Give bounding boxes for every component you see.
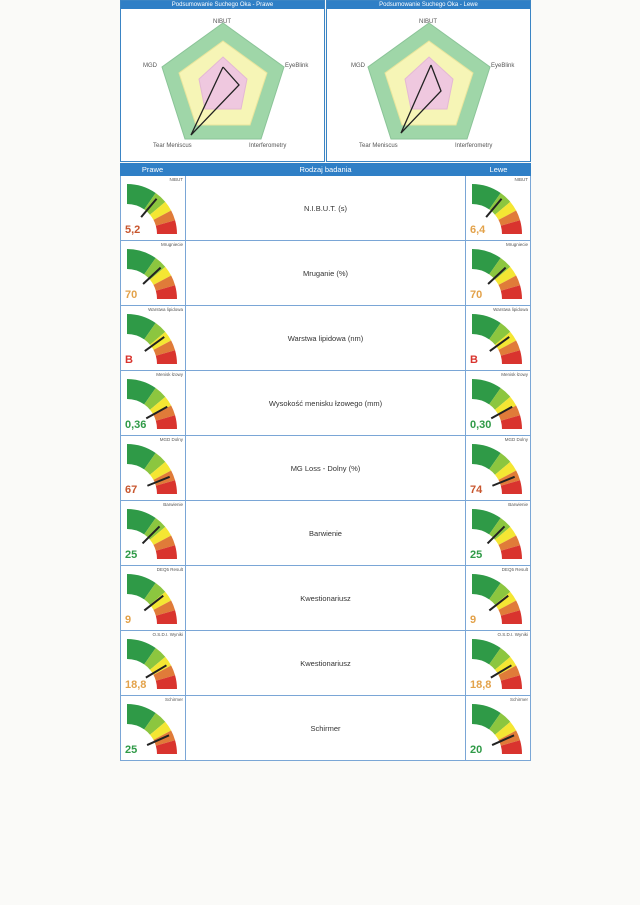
gauge-value: 6,4: [470, 224, 486, 236]
table-row: [120, 631, 531, 696]
gauge-left: [465, 501, 531, 565]
exam-label: Schirmer: [186, 696, 465, 760]
gauge-left: [465, 436, 531, 500]
gauge-value: B: [470, 354, 478, 366]
exam-label: Kwestionariusz: [186, 631, 465, 695]
gauge-value: 18,8: [125, 679, 147, 691]
gauge-value: 25: [125, 744, 138, 756]
gauge-value: 5,2: [125, 224, 141, 236]
gauge-title: Mrugniecie: [505, 242, 528, 247]
gauge-value: 70: [125, 289, 138, 301]
results-table: [120, 176, 531, 761]
gauge-right: [120, 176, 186, 240]
gauge-title: Menisk łzowy: [156, 372, 183, 377]
radar-title: Podsumowanie Suchego Oka - Prawe: [121, 1, 324, 9]
gauge-left: [465, 566, 531, 630]
radar-title: Podsumowanie Suchego Oka - Lewe: [327, 1, 530, 9]
table-row: [120, 176, 531, 241]
gauge-right: [120, 241, 186, 305]
header-exam-type: Rodzaj badania: [299, 165, 352, 174]
gauge-left: [465, 631, 531, 695]
gauge-title: O.S.D.I. Wyniki: [152, 632, 183, 637]
gauge-value: 74: [470, 484, 483, 496]
radar-label-top: NIBUT: [419, 19, 437, 25]
header-left-eye: Lewe: [489, 165, 508, 174]
radar-label-bottom-right: Interferometry: [455, 143, 493, 149]
gauge-title: DEQ5 Result: [156, 567, 183, 572]
gauge-title: MGD Dolny: [159, 437, 183, 442]
gauge-value: 0,36: [125, 419, 147, 431]
gauge-value: 9: [470, 614, 477, 626]
gauge-left: [465, 306, 531, 370]
radar-label-bottom-right: Interferometry: [249, 143, 287, 149]
gauge-title: Warstwa lipidowa: [148, 307, 183, 312]
radar-panel-right: [120, 0, 325, 162]
results-table-header: [120, 163, 531, 176]
gauge-value: 25: [470, 549, 483, 561]
table-row: [120, 241, 531, 306]
gauge-value: 0,30: [470, 419, 492, 431]
gauge-title: Barwienie: [508, 502, 528, 507]
gauge-title: Barwienie: [163, 502, 183, 507]
exam-label: Barwienie: [186, 501, 465, 565]
radar-label-top: NIBUT: [213, 19, 231, 25]
gauge-title: Schirmer: [509, 697, 528, 702]
radar-panel-left: [326, 0, 531, 162]
exam-label: Warstwa lipidowa (nm): [186, 306, 465, 370]
gauge-title: Mrugniecie: [160, 242, 183, 247]
exam-label: MG Loss - Dolny (%): [186, 436, 465, 500]
gauge-right: [120, 306, 186, 370]
gauge-value: 70: [470, 289, 483, 301]
gauge-value: 18,8: [470, 679, 492, 691]
gauge-title: Menisk łzowy: [501, 372, 528, 377]
gauge-left: [465, 696, 531, 760]
gauge-title: DEQ5 Result: [501, 567, 528, 572]
table-row: [120, 501, 531, 566]
gauge-right: [120, 371, 186, 435]
gauge-right: [120, 696, 186, 760]
table-row: [120, 306, 531, 371]
gauge-left: [465, 241, 531, 305]
gauge-title: MGD Dolny: [504, 437, 528, 442]
table-row: [120, 696, 531, 761]
table-row: [120, 566, 531, 631]
radar-label-right: EyeBlink: [491, 63, 515, 69]
gauge-value: 20: [470, 744, 483, 756]
radar-label-left: MGD: [351, 63, 365, 69]
gauge-value: B: [125, 354, 133, 366]
header-right-eye: Prawe: [141, 165, 164, 174]
radar-chart-right: [121, 9, 325, 161]
gauge-right: [120, 436, 186, 500]
table-row: [120, 371, 531, 436]
radar-summary-row: [120, 0, 531, 162]
gauge-left: [465, 176, 531, 240]
gauge-title: Schirmer: [164, 697, 183, 702]
gauge-title: Warstwa lipidowa: [493, 307, 528, 312]
radar-chart-left: [327, 9, 531, 161]
exam-label: Wysokość menisku łzowego (mm): [186, 371, 465, 435]
radar-label-bottom-left: Tear Meniscus: [153, 143, 192, 149]
table-row: [120, 436, 531, 501]
gauge-title: NIBUT: [514, 177, 528, 182]
gauge-right: [120, 566, 186, 630]
gauge-right: [120, 631, 186, 695]
gauge-value: 9: [125, 614, 132, 626]
exam-label: N.I.B.U.T. (s): [186, 176, 465, 240]
exam-label: Mruganie (%): [186, 241, 465, 305]
gauge-value: 25: [125, 549, 138, 561]
radar-label-left: MGD: [143, 63, 157, 69]
gauge-title: NIBUT: [169, 177, 183, 182]
gauge-value: 67: [125, 484, 138, 496]
gauge-right: [120, 501, 186, 565]
gauge-left: [465, 371, 531, 435]
radar-label-right: EyeBlink: [285, 63, 309, 69]
gauge-title: O.S.D.I. Wyniki: [497, 632, 528, 637]
exam-label: Kwestionariusz: [186, 566, 465, 630]
radar-label-bottom-left: Tear Meniscus: [359, 143, 398, 149]
